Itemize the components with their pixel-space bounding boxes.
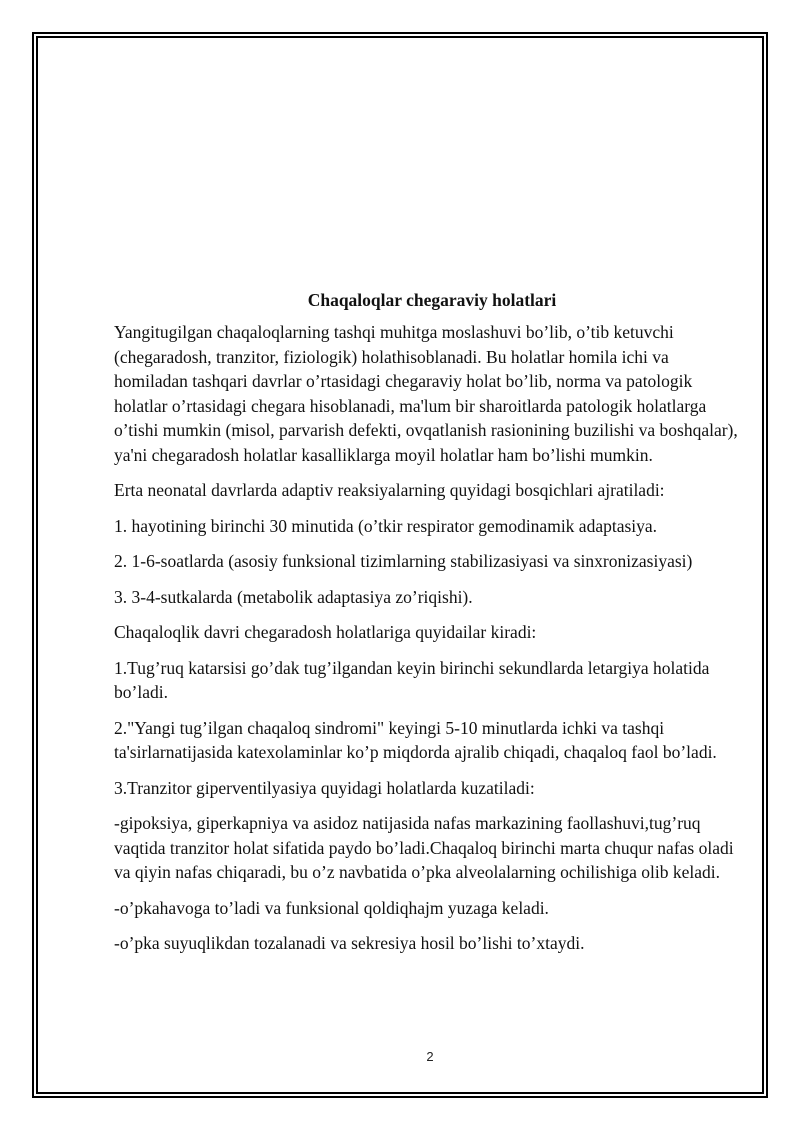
paragraph-bullet-1: -gipoksiya, giperkapniya va asidoz natijasida nafas markazining faollashuvi,tug’ruq vaqtida tranzitor holat sifatida paydo bo’ladi.Chaqaloq birinchi marta chuqur nafas oladi va qiyin nafas chiqaradi, bu o’z navbatida o’pka alveolalarning ochilishiga olib keladi. [114,813,734,882]
document-title: Chaqaloqlar chegaraviy holatlari [307,290,557,310]
paragraph-states-heading: Chaqaloqlik davri chegaradosh holatlariga quyidailar kiradi: [114,622,537,642]
paragraph-stage-2: 2. 1-6-soatlarda (asosiy funksional tizimlarning stabilizasiyasi va sinxronizasiyasi) [114,551,693,571]
paragraph-stages-heading: Erta neonatal davrlarda adaptiv reaksiyalarning quyidagi bosqichlari ajratiladi: [114,480,665,500]
document-body [114,288,742,967]
paragraph-bullet-3: -o’pka suyuqlikdan tozalanadi va sekresiya hosil bo’lishi to’xtaydi. [114,933,585,953]
paragraph-state-2: 2."Yangi tug’ilgan chaqaloq sindromi" keyingi 5-10 minutlarda ichki va tashqi ta'sirlarnatijasida katexolaminlar ko’p miqdorda ajralib chiqadi, chaqaloq faol bo’ladi. [114,717,717,762]
paragraph-stage-3: 3. 3-4-sutkalarda (metabolik adaptasiya zo’riqishi). [114,586,473,607]
paragraph-state-1: 1.Tug’ruq katarsisi go’dak tug’ilgandan keyin birinchi sekundlarda letargiya holatida bo’ladi. [114,657,710,702]
paragraph-intro: Yangitugilgan chaqaloqlarning tashqi muhitga moslashuvi bo’lib, o’tib ketuvchi (chegaradosh, tranzitor, fiziologik) holathisoblanadi. Bu holatlar homila ichi va homiladan tashqari davrlar o’rtasidagi chegaraviy holat bo’lib, norma va patologik holatlar o’rtasidagi chegara hisoblanadi, ma'lum bir sharoitlarda patologik holatlarga o’tishi mumkin (misol, parvarish defekti, ovqatlanish rasionining buzilishi va boshqalar), ya'ni chegaradosh holatlar kasalliklarga moyil holatlar ham bo’lishi mumkin. [114,322,738,465]
paragraph-bullet-2: -o’pkahavoga to’ladi va funksional qoldiqhajm yuzaga keladi. [114,897,549,918]
paragraph-stage-1: 1. hayotining birinchi 30 minutida (o’tkir respirator gemodinamik adaptasiya. [114,515,658,536]
page-number: 2 [426,1049,434,1064]
paragraph-state-3: 3.Tranzitor giperventilyasiya quyidagi holatlarda kuzatiladi: [114,777,535,798]
